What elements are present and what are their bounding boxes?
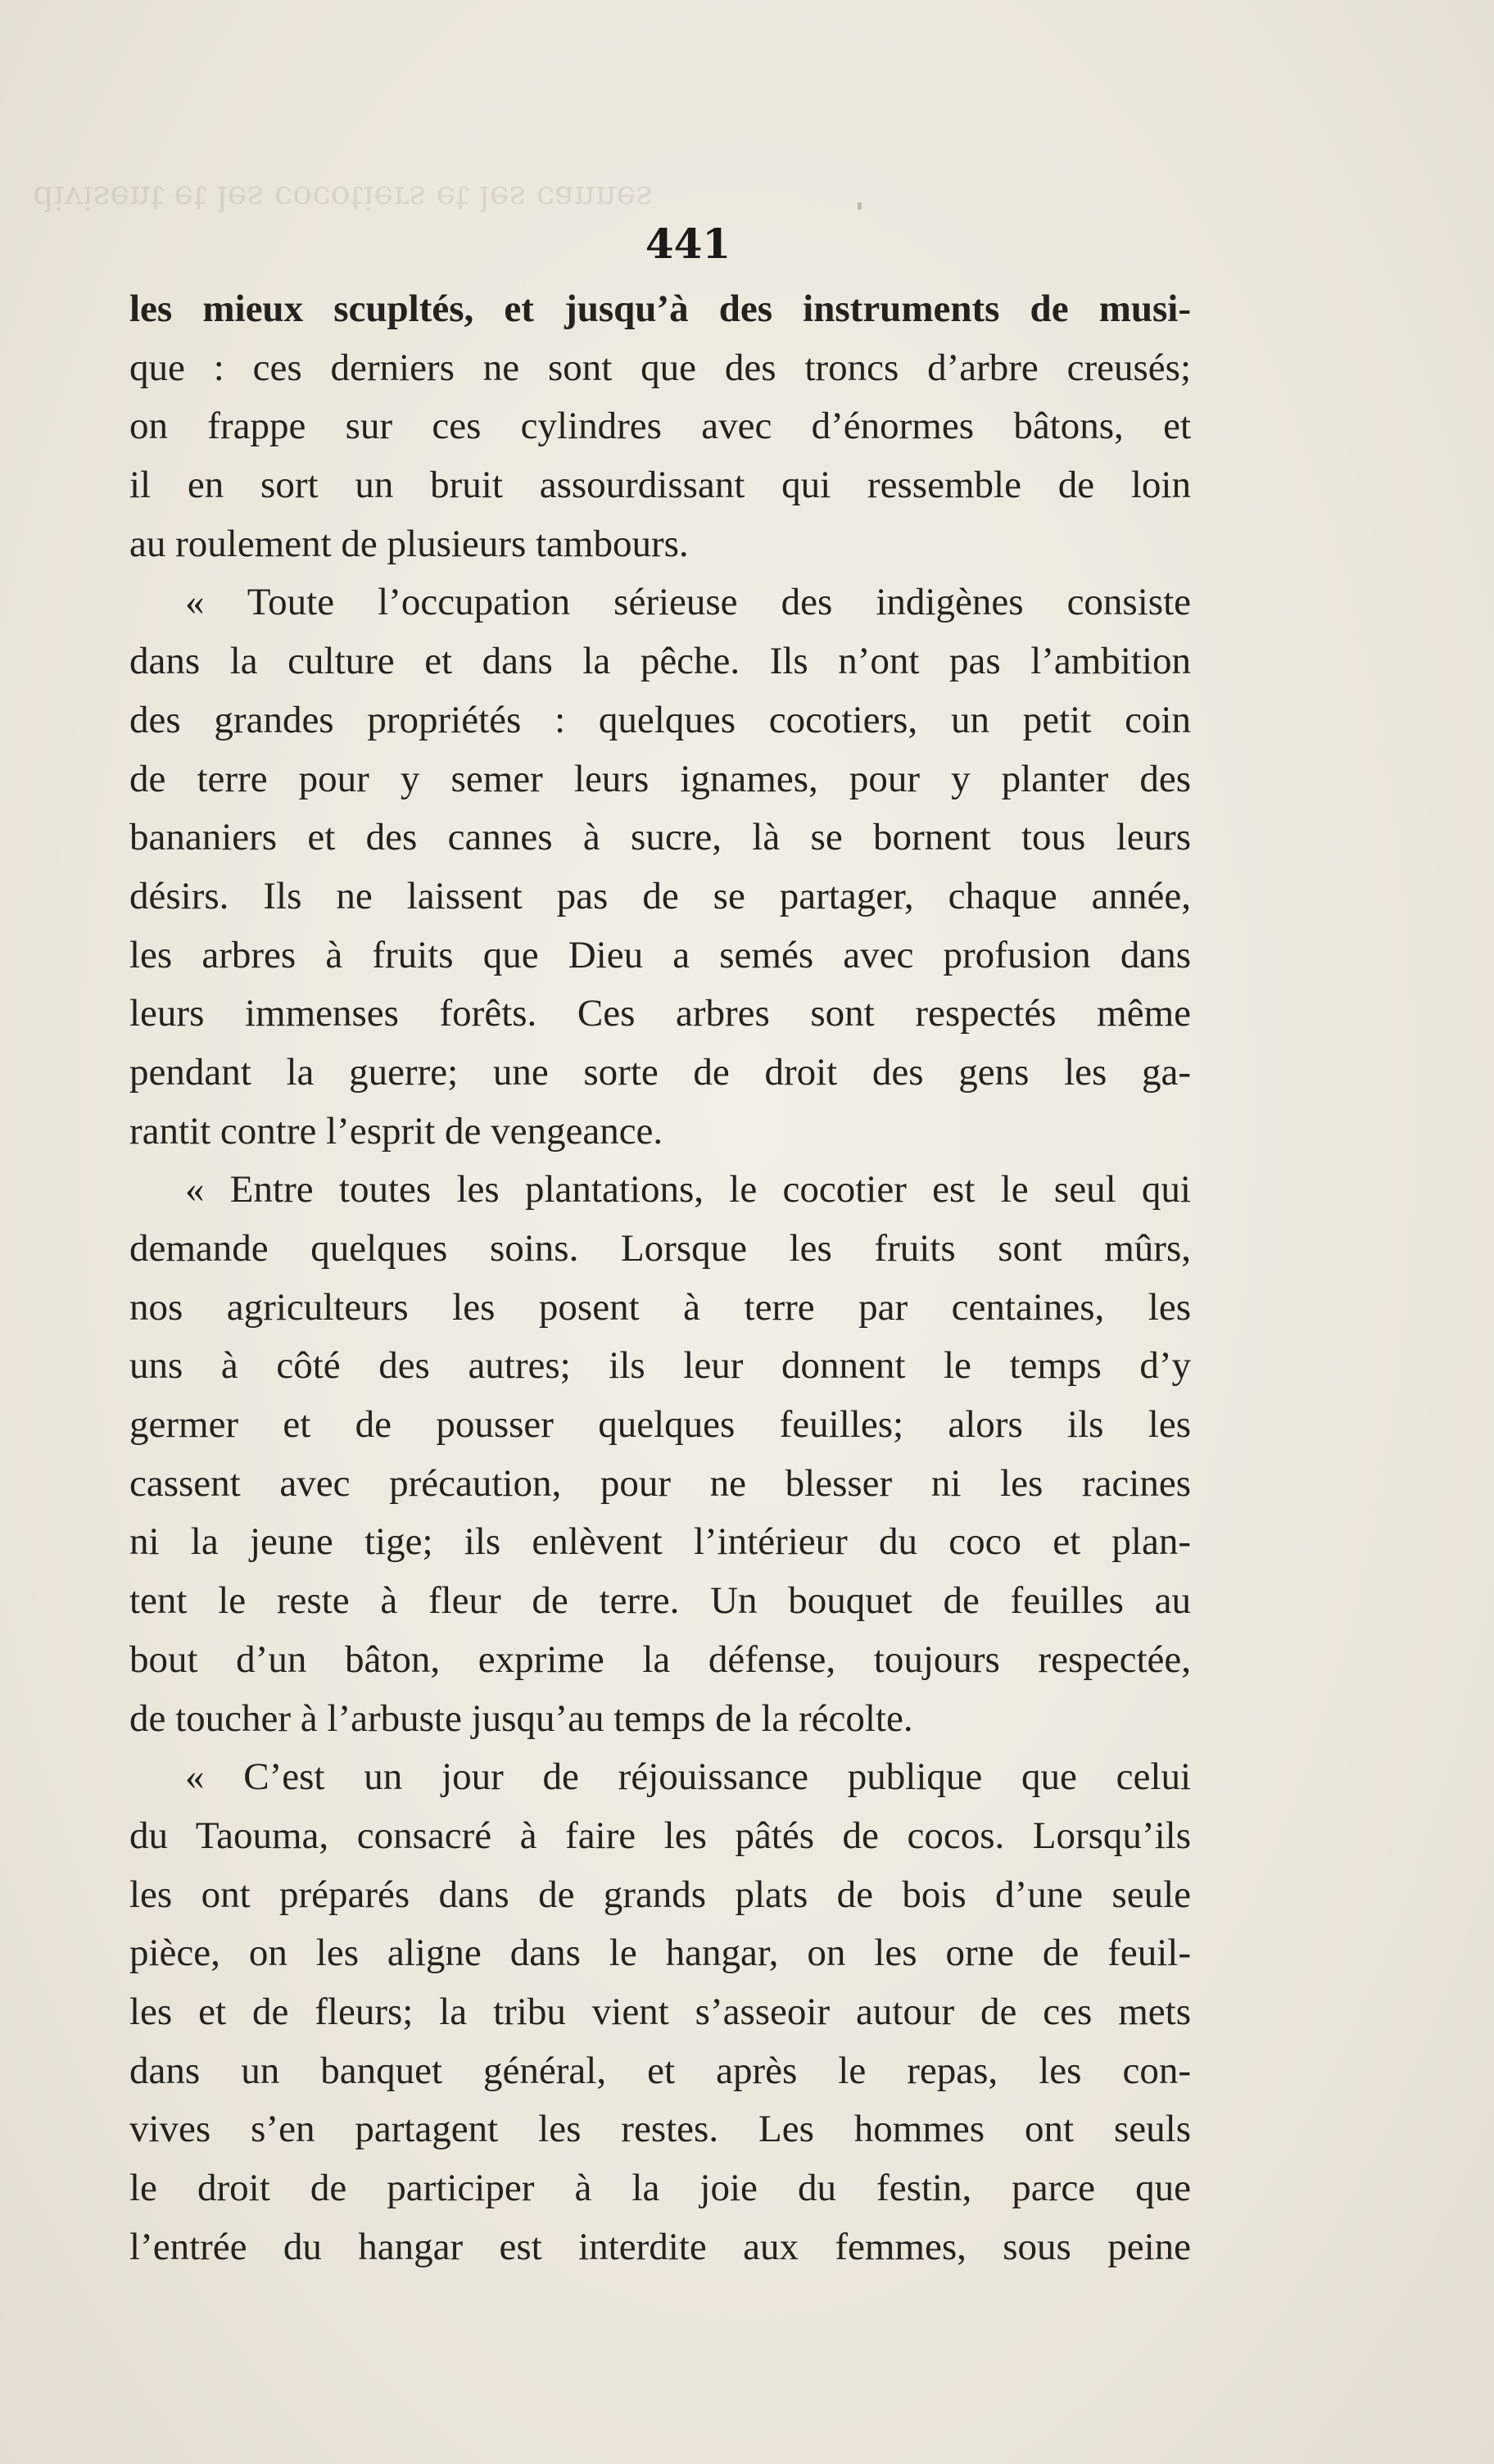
bleed-line: divisent et les cocotiers et les cannes [33,179,653,216]
text-line: les et de fleurs; la tribu vient s’asseoir autour de ces mets [129,1990,1191,2033]
text-line: germer et de pousser quelques feuilles; alors ils les [129,1403,1191,1447]
text-line: les ont préparés dans de grands plats de bois d’une seule [129,1873,1191,1916]
text-line: « Toute l’occupation sérieuse des indigènes consiste [185,581,1191,624]
text-line: « Entre toutes les plantations, le cocotier est le seul qui [185,1168,1191,1212]
paragraph-1 [129,280,1191,573]
text-line: on frappe sur ces cylindres avec d’énormes bâtons, et [129,405,1191,448]
text-line: pièce, on les aligne dans le hangar, on les orne de feuil- [129,1932,1191,1975]
text-line: rantit contre l’esprit de vengeance. [129,1109,663,1153]
text-line: de terre pour y semer leurs ignames, pour y planter des [129,757,1191,800]
text-line: que : ces derniers ne sont que des troncs d’arbre creusés; [129,346,1191,389]
text-line: tent le reste à fleur de terre. Un bouquet de feuilles au [129,1579,1191,1623]
text-line: les arbres à fruits que Dieu a semés avec profusion dans [129,933,1191,976]
text-line: au roulement de plusieurs tambours. [129,522,689,565]
text-line: ni la jeune tige; ils enlèvent l’intérieur du coco et plan- [129,1520,1191,1564]
text-line: « C’est un jour de réjouissance publique que celui [185,1755,1191,1799]
text-line: cassent avec précaution, pour ne blesser ni les racines [129,1461,1191,1505]
page-number: 441 [645,220,731,268]
text-line: il en sort un bruit assourdissant qui ressemble de loin [129,464,1191,507]
text-line: de toucher à l’arbuste jusqu’au temps de la récolte. [129,1696,913,1740]
text-line: dans un banquet général, et après le repas, les con- [129,2049,1191,2092]
text-line: pendant la guerre; une sorte de droit des gens les ga- [129,1050,1191,1094]
paragraph-4 [129,1748,1191,2276]
body-text [129,280,1191,2276]
text-line: des grandes propriétés : quelques cocotiers, un petit coin [129,698,1191,741]
text-line: vives s’en partagent les restes. Les hommes ont seuls [129,2108,1191,2151]
text-line: uns à côté des autres; ils leur donnent le temps d’y [129,1344,1191,1388]
text-line: dans la culture et dans la pêche. Ils n’ont pas l’ambition [129,640,1191,683]
paper-speck [858,202,862,210]
paragraph-2 [129,573,1191,1161]
text-line: bout d’un bâton, exprime la défense, toujours respectée, [129,1637,1191,1681]
text-line: désirs. Ils ne laissent pas de se partager, chaque année, [129,874,1191,917]
bleed-through-text [33,123,653,221]
paragraph-3 [129,1161,1191,1748]
text-line: demande quelques soins. Lorsque les fruits sont mûrs, [129,1227,1191,1270]
text-line: du Taouma, consacré à faire les pâtés de cocos. Lorsqu’ils [129,1814,1191,1857]
text-line: les mieux scupltés, et jusqu’à des instruments de musi- [129,288,1191,330]
text-line: l’entrée du hangar est interdite aux femmes, sous peine [129,2225,1191,2268]
text-line: leurs immenses forêts. Ces arbres sont respectés même [129,992,1191,1035]
text-line: nos agriculteurs les posent à terre par centaines, les [129,1285,1191,1329]
text-line: le droit de participer à la joie du festin, parce que [129,2167,1191,2209]
text-line: bananiers et des cannes à sucre, là se bornent tous leurs [129,816,1191,859]
